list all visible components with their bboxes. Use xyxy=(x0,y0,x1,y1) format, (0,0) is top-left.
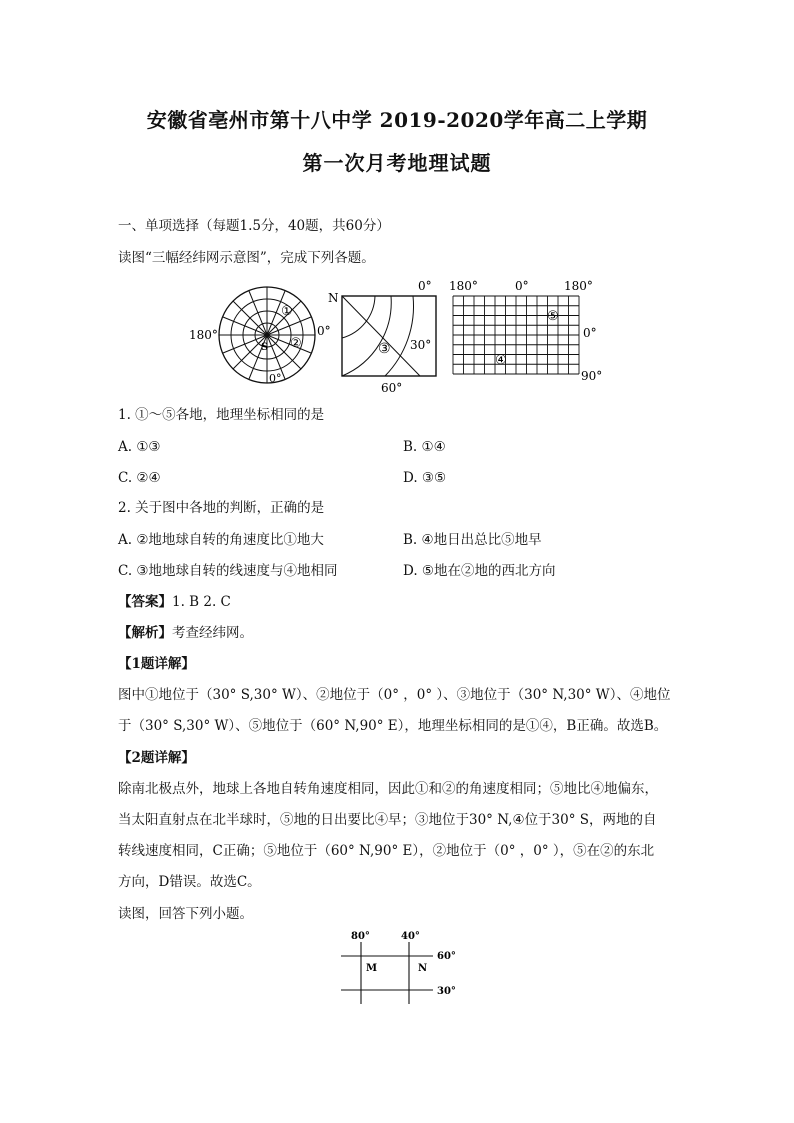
rect-north: N xyxy=(328,291,339,305)
fig2-lon-80: 80° xyxy=(351,931,370,942)
grid-lat-0: 0° xyxy=(583,326,597,340)
analysis-line xyxy=(118,624,253,642)
point-5: ⑤ xyxy=(547,309,559,324)
grid-lon-0: 0° xyxy=(515,279,529,293)
fig2-lat-60: 60° xyxy=(437,951,456,962)
detail2-tag: 【2题详解】 xyxy=(118,750,195,766)
detail2-line3: 转线速度相同，C正确；⑤地位于（60° N,90° E），②地位于（0° ，0° ），⑤在②的东北 xyxy=(118,843,655,859)
detail1-tag: 【1题详解】 xyxy=(118,656,195,672)
point-1: ① xyxy=(281,304,293,319)
analysis-tag: 【解析】 xyxy=(118,625,172,641)
q1-option-b[interactable]: B. ①④ xyxy=(403,439,446,455)
grid-lon-180-right: 180° xyxy=(564,279,593,293)
q2-option-d[interactable]: D. ⑤地在②地的西北方向 xyxy=(403,563,556,579)
polar-lon-0-bottom: 0° xyxy=(269,372,282,385)
q2-stem: 2. 关于图中各地的判断，正确的是 xyxy=(118,500,325,516)
page-title-line2: 第一次月考地理试题 xyxy=(302,151,492,175)
detail2-line1: 除南北极点外，地球上各地自转角速度相同，因此①和②的角速度相同；⑤地比④地偏东， xyxy=(118,781,658,797)
section-heading: 一、单项选择（每题1.5分，40题，共60分） xyxy=(118,218,390,234)
rect-lat-30: 30° xyxy=(410,338,432,352)
point-2: ② xyxy=(290,336,302,351)
q1-option-a[interactable]: A. ①③ xyxy=(118,439,161,455)
polar-graticule xyxy=(219,287,315,383)
grid-graticule xyxy=(453,296,579,374)
fig2-point-m: M xyxy=(366,963,378,974)
detail1-line2: 于（30° S,30° W）、⑤地位于（60° N,90° E），地理坐标相同的是①④，B正确。故选B。 xyxy=(118,718,668,734)
fig2-point-n: N xyxy=(418,963,428,974)
grid-lat-90: 90° xyxy=(581,369,603,383)
rect-lon-0: 0° xyxy=(418,279,432,293)
q2-option-c[interactable]: C. ③地地球自转的线速度与④地相同 xyxy=(118,563,338,579)
section-intro: 读图“三幅经纬网示意图”，完成下列各题。 xyxy=(118,250,375,266)
point-4: ④ xyxy=(495,353,507,368)
answer-text: 1. B 2. C xyxy=(172,594,231,610)
q1-stem: 1. ①～⑤各地，地理坐标相同的是 xyxy=(118,407,325,423)
detail2-line2: 当太阳直射点在北半球时，⑤地的日出要比④早；③地位于30° N,④位于30° S，两地的自 xyxy=(118,812,657,828)
grid-lon-180-left: 180° xyxy=(449,279,478,293)
answer-tag: 【答案】 xyxy=(118,594,172,610)
figure-mn-grid xyxy=(335,928,465,1008)
polar-pole-s: S xyxy=(261,342,269,353)
answer-line xyxy=(118,593,231,611)
rect-lon-60: 60° xyxy=(381,381,403,395)
polar-lon-0-right: 0° xyxy=(317,324,331,338)
q2-option-a[interactable]: A. ②地地球自转的角速度比①地大 xyxy=(118,532,324,548)
q1-option-c[interactable]: C. ②④ xyxy=(118,470,161,486)
fig2-lat-30: 30° xyxy=(437,986,456,997)
figure-graticules xyxy=(185,278,615,398)
rect-graticule xyxy=(342,296,436,376)
point-3: ③ xyxy=(378,341,391,357)
q1-option-d[interactable]: D. ③⑤ xyxy=(403,470,447,486)
page-title-line1: 安徽省亳州市第十八中学 2019-2020学年高二上学期 xyxy=(146,108,648,132)
detail2-line4: 方向，D错误。故选C。 xyxy=(118,874,261,890)
fig2-lon-40: 40° xyxy=(401,931,420,942)
intro-2: 读图，回答下列小题。 xyxy=(118,906,253,922)
polar-lon-180: 180° xyxy=(189,328,218,342)
q2-option-b[interactable]: B. ④地日出总比⑤地早 xyxy=(403,532,542,548)
detail1-line1: 图中①地位于（30° S,30° W）、②地位于（0° ，0° ）、③地位于（30° N,30° W）、④地位 xyxy=(118,687,671,703)
analysis-text: 考查经纬网。 xyxy=(172,625,253,641)
